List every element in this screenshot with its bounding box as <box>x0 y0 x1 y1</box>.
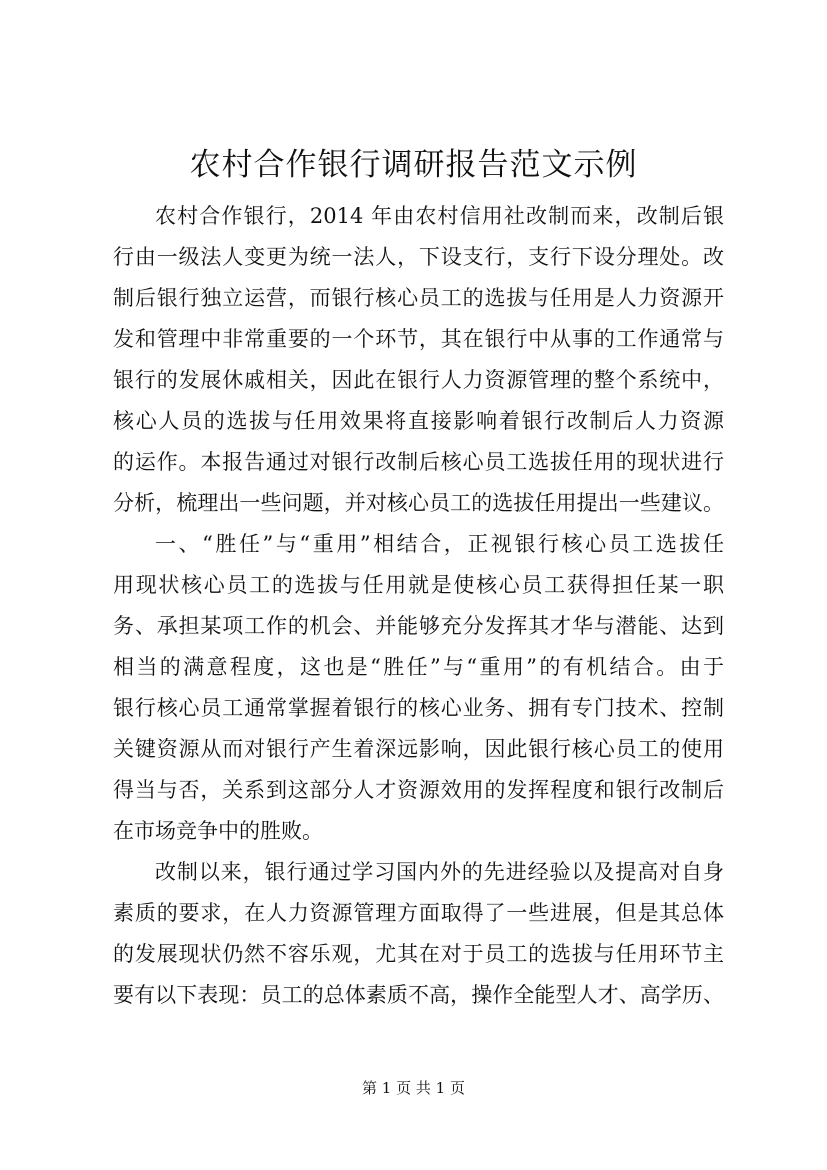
text-line: 的发展现状仍然不容乐观，尤其在对于员工的选拔与任用环节主 <box>113 942 724 966</box>
text-line: 素质的要求，在人力资源管理方面取得了一些进展，但是其总体 <box>113 901 724 925</box>
document-body <box>113 196 724 1016</box>
text-line: 务、承担某项工作的机会、并能够充分发挥其才华与潜能、达到 <box>113 614 724 638</box>
text-line: 相当的满意程度，这也是“胜任”与“重用”的有机结合。由于 <box>113 655 724 679</box>
text-line: 分析，梳理出一些问题，并对核心员工的选拔任用提出一些建议。 <box>113 491 724 515</box>
text-line: 核心人员的选拔与任用效果将直接影响着银行改制后人力资源 <box>113 409 724 433</box>
paragraph-2 <box>113 524 724 852</box>
text-line: 银行的发展休戚相关，因此在银行人力资源管理的整个系统中， <box>113 368 724 392</box>
text-line: 行由一级法人变更为统一法人，下设支行，支行下设分理处。改 <box>113 245 724 269</box>
document-title: 农村合作银行调研报告范文示例 <box>189 147 638 183</box>
text-line: 制后银行独立运营，而银行核心员工的选拔与任用是人力资源开 <box>113 286 724 310</box>
text-line: 发和管理中非常重要的一个环节，其在银行中从事的工作通常与 <box>113 327 724 351</box>
page-footer: 第 1 页 共 1 页 <box>362 1079 465 1097</box>
text-line: 农村合作银行，2014 年由农村信用社改制而来，改制后银 <box>155 204 724 228</box>
text-line: 一、“胜任”与“重用”相结合，正视银行核心员工选拔任 <box>155 532 724 556</box>
text-line: 改制以来，银行通过学习国内外的先进经验以及提高对自身 <box>155 860 724 884</box>
text-line: 要有以下表现：员工的总体素质不高，操作全能型人才、高学历、 <box>113 983 724 1007</box>
paragraph-3 <box>113 852 724 1016</box>
text-line: 用现状核心员工的选拔与任用就是使核心员工获得担任某一职 <box>113 573 724 597</box>
text-line: 的运作。本报告通过对银行改制后核心员工选拔任用的现状进行 <box>113 450 724 474</box>
text-line: 得当与否，关系到这部分人才资源效用的发挥程度和银行改制后 <box>113 778 724 802</box>
paragraph-1 <box>113 196 724 524</box>
text-line: 在市场竞争中的胜败。 <box>113 819 323 843</box>
text-line: 银行核心员工通常掌握着银行的核心业务、拥有专门技术、控制 <box>113 696 724 720</box>
text-line: 关键资源从而对银行产生着深远影响，因此银行核心员工的使用 <box>113 737 724 761</box>
